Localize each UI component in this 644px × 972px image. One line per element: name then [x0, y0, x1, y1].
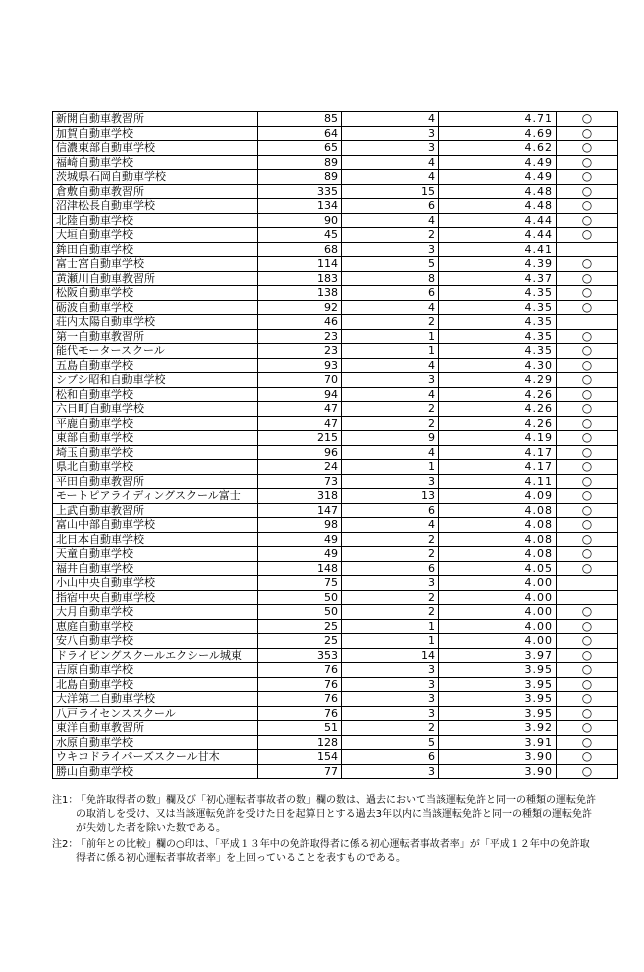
accident-rate-cell: 4.69 [439, 126, 557, 141]
school-name-cell: 北陸自動車学校 [53, 213, 258, 228]
comparison-mark-cell: ○ [557, 170, 618, 185]
license-holders-cell: 353 [258, 648, 342, 663]
table-row [53, 344, 618, 359]
license-holders-cell: 49 [258, 532, 342, 547]
license-holders-cell: 215 [258, 431, 342, 446]
license-holders-cell: 76 [258, 677, 342, 692]
accident-count-cell: 4 [342, 170, 439, 185]
school-name-cell: 埼玉自動車学校 [53, 445, 258, 460]
comparison-mark-cell: ○ [557, 416, 618, 431]
accident-rate-cell: 4.48 [439, 184, 557, 199]
school-name-cell: 松阪自動車学校 [53, 286, 258, 301]
table-row [53, 605, 618, 620]
school-name-cell: 福崎自動車学校 [53, 155, 258, 170]
accident-count-cell: 2 [342, 547, 439, 562]
comparison-mark-cell: ○ [557, 257, 618, 272]
comparison-mark-cell [557, 590, 618, 605]
license-holders-cell: 47 [258, 416, 342, 431]
accident-rate-cell: 4.35 [439, 344, 557, 359]
school-name-cell: ドライビングスクールエクシール城東 [53, 648, 258, 663]
school-name-cell: 六日町自動車学校 [53, 402, 258, 417]
school-name-cell: 五島自動車学校 [53, 358, 258, 373]
school-name-cell: 福井自動車学校 [53, 561, 258, 576]
license-holders-cell: 64 [258, 126, 342, 141]
table-row [53, 590, 618, 605]
accident-count-cell: 14 [342, 648, 439, 663]
license-holders-cell: 96 [258, 445, 342, 460]
note-2-label: 注2： [52, 839, 79, 850]
table-row [53, 721, 618, 736]
table-row [53, 692, 618, 707]
comparison-mark-cell [557, 242, 618, 257]
accident-rate-cell: 4.71 [439, 112, 557, 127]
accident-count-cell: 5 [342, 257, 439, 272]
accident-count-cell: 6 [342, 286, 439, 301]
school-name-cell: 県北自動車学校 [53, 460, 258, 475]
table-row [53, 634, 618, 649]
comparison-mark-cell: ○ [557, 474, 618, 489]
accident-rate-cell: 4.05 [439, 561, 557, 576]
accident-rate-cell: 4.48 [439, 199, 557, 214]
license-holders-cell: 73 [258, 474, 342, 489]
table-row [53, 474, 618, 489]
school-name-cell: ウキコドライバーズスクール甘木 [53, 750, 258, 765]
school-name-cell: 東部自動車学校 [53, 431, 258, 446]
school-name-cell: 指宿中央自動車学校 [53, 590, 258, 605]
license-holders-cell: 335 [258, 184, 342, 199]
table-row [53, 547, 618, 562]
table-row [53, 242, 618, 257]
accident-rate-cell: 4.26 [439, 402, 557, 417]
accident-count-cell: 4 [342, 445, 439, 460]
school-name-cell: 水原自動車学校 [53, 735, 258, 750]
accident-rate-cell: 4.44 [439, 228, 557, 243]
license-holders-cell: 76 [258, 692, 342, 707]
school-name-cell: 第一自動車教習所 [53, 329, 258, 344]
accident-rate-cell: 4.19 [439, 431, 557, 446]
school-name-cell: 加賀自動車学校 [53, 126, 258, 141]
school-name-cell: 黄瀬川自動車教習所 [53, 271, 258, 286]
license-holders-cell: 70 [258, 373, 342, 388]
comparison-mark-cell: ○ [557, 141, 618, 156]
comparison-mark-cell: ○ [557, 735, 618, 750]
school-name-cell: 茨城県石岡自動車学校 [53, 170, 258, 185]
table-row [53, 271, 618, 286]
accident-rate-cell: 4.08 [439, 503, 557, 518]
comparison-mark-cell: ○ [557, 228, 618, 243]
school-name-cell: 信濃東部自動車学校 [53, 141, 258, 156]
accident-rate-cell: 3.90 [439, 750, 557, 765]
accident-count-cell: 4 [342, 387, 439, 402]
license-holders-cell: 76 [258, 663, 342, 678]
school-name-cell: 鉾田自動車学校 [53, 242, 258, 257]
comparison-mark-cell: ○ [557, 677, 618, 692]
accident-rate-cell: 4.62 [439, 141, 557, 156]
school-name-cell: シブシ昭和自動車学校 [53, 373, 258, 388]
license-holders-cell: 128 [258, 735, 342, 750]
accident-rate-cell: 4.30 [439, 358, 557, 373]
table-row [53, 532, 618, 547]
accident-rate-cell: 4.17 [439, 445, 557, 460]
table-row [53, 184, 618, 199]
comparison-mark-cell: ○ [557, 750, 618, 765]
accident-count-cell: 3 [342, 692, 439, 707]
license-holders-cell: 85 [258, 112, 342, 127]
school-name-cell: 大洋第二自動車学校 [53, 692, 258, 707]
comparison-mark-cell: ○ [557, 706, 618, 721]
license-holders-cell: 89 [258, 170, 342, 185]
accident-rate-cell: 4.08 [439, 547, 557, 562]
table-row [53, 431, 618, 446]
school-name-cell: 北島自動車学校 [53, 677, 258, 692]
accident-count-cell: 8 [342, 271, 439, 286]
comparison-mark-cell: ○ [557, 431, 618, 446]
license-holders-cell: 90 [258, 213, 342, 228]
accident-rate-cell: 3.97 [439, 648, 557, 663]
accident-count-cell: 2 [342, 605, 439, 620]
comparison-mark-cell: ○ [557, 619, 618, 634]
accident-rate-cell: 3.95 [439, 677, 557, 692]
license-holders-cell: 138 [258, 286, 342, 301]
accident-count-cell: 6 [342, 503, 439, 518]
accident-count-cell: 3 [342, 764, 439, 779]
license-holders-cell: 147 [258, 503, 342, 518]
table-row [53, 750, 618, 765]
accident-count-cell: 15 [342, 184, 439, 199]
comparison-mark-cell: ○ [557, 286, 618, 301]
accident-rate-cell: 4.08 [439, 518, 557, 533]
license-holders-cell: 134 [258, 199, 342, 214]
comparison-mark-cell: ○ [557, 155, 618, 170]
comparison-mark-cell: ○ [557, 344, 618, 359]
accident-count-cell: 2 [342, 416, 439, 431]
accident-rate-cell: 3.91 [439, 735, 557, 750]
license-holders-cell: 23 [258, 344, 342, 359]
comparison-mark-cell: ○ [557, 300, 618, 315]
accident-count-cell: 6 [342, 750, 439, 765]
table-row [53, 489, 618, 504]
table-row [53, 576, 618, 591]
accident-count-cell: 3 [342, 141, 439, 156]
license-holders-cell: 114 [258, 257, 342, 272]
accident-rate-cell: 3.95 [439, 663, 557, 678]
accident-rate-cell: 4.37 [439, 271, 557, 286]
accident-rate-cell: 4.35 [439, 329, 557, 344]
comparison-mark-cell: ○ [557, 489, 618, 504]
accident-count-cell: 5 [342, 735, 439, 750]
school-name-cell: 大垣自動車学校 [53, 228, 258, 243]
accident-count-cell: 4 [342, 358, 439, 373]
accident-rate-cell: 4.41 [439, 242, 557, 257]
table-body [53, 112, 618, 779]
comparison-mark-cell [557, 315, 618, 330]
comparison-mark-cell: ○ [557, 271, 618, 286]
accident-count-cell: 3 [342, 663, 439, 678]
accident-rate-cell: 4.35 [439, 315, 557, 330]
school-name-cell: 恵庭自動車学校 [53, 619, 258, 634]
license-holders-cell: 76 [258, 706, 342, 721]
school-name-cell: 小山中央自動車学校 [53, 576, 258, 591]
accident-rate-cell: 4.11 [439, 474, 557, 489]
school-name-cell: 東洋自動車教習所 [53, 721, 258, 736]
table-row [53, 764, 618, 779]
comparison-mark-cell: ○ [557, 358, 618, 373]
comparison-mark-cell: ○ [557, 460, 618, 475]
comparison-mark-cell: ○ [557, 721, 618, 736]
accident-rate-cell: 4.26 [439, 387, 557, 402]
accident-rate-cell: 4.00 [439, 590, 557, 605]
school-name-cell: 平田自動車教習所 [53, 474, 258, 489]
school-name-cell: 新開自動車教習所 [53, 112, 258, 127]
accident-rate-cell: 4.00 [439, 605, 557, 620]
table-row [53, 663, 618, 678]
table-row [53, 373, 618, 388]
accident-count-cell: 3 [342, 706, 439, 721]
school-name-cell: 安八自動車学校 [53, 634, 258, 649]
comparison-mark-cell: ○ [557, 605, 618, 620]
license-holders-cell: 183 [258, 271, 342, 286]
accident-count-cell: 13 [342, 489, 439, 504]
license-holders-cell: 77 [258, 764, 342, 779]
license-holders-cell: 46 [258, 315, 342, 330]
accident-rate-cell: 4.00 [439, 634, 557, 649]
table-row [53, 300, 618, 315]
accident-rate-cell: 4.00 [439, 619, 557, 634]
table-row [53, 706, 618, 721]
school-name-cell: 上武自動車教習所 [53, 503, 258, 518]
accident-count-cell: 6 [342, 561, 439, 576]
table-row [53, 648, 618, 663]
school-name-cell: 沼津松長自動車学校 [53, 199, 258, 214]
school-name-cell: 八戸ライセンススクール [53, 706, 258, 721]
table-row [53, 286, 618, 301]
table-row [53, 257, 618, 272]
accident-count-cell: 4 [342, 300, 439, 315]
accident-count-cell: 2 [342, 532, 439, 547]
table-row [53, 735, 618, 750]
comparison-mark-cell [557, 576, 618, 591]
accident-rate-cell: 4.09 [439, 489, 557, 504]
comparison-mark-cell: ○ [557, 503, 618, 518]
table-row [53, 402, 618, 417]
school-name-cell: 大月自動車学校 [53, 605, 258, 620]
license-holders-cell: 68 [258, 242, 342, 257]
comparison-mark-cell: ○ [557, 184, 618, 199]
accident-rate-cell: 4.08 [439, 532, 557, 547]
accident-count-cell: 3 [342, 373, 439, 388]
accident-rate-cell: 4.35 [439, 286, 557, 301]
license-holders-cell: 154 [258, 750, 342, 765]
table-row [53, 358, 618, 373]
school-name-cell: 平鹿自動車学校 [53, 416, 258, 431]
license-holders-cell: 47 [258, 402, 342, 417]
accident-rate-cell: 4.44 [439, 213, 557, 228]
accident-rate-cell: 4.49 [439, 155, 557, 170]
accident-count-cell: 2 [342, 721, 439, 736]
license-holders-cell: 93 [258, 358, 342, 373]
comparison-mark-cell: ○ [557, 532, 618, 547]
note-2-text: 「前年との比較」欄の○印は、「平成１３年中の免許取得者に係る初心運転者事故者率」が「平成１２年中の免許取得者に係る初心運転者事故者率」を上回っていることを表すものである。 [76, 839, 590, 864]
accident-rate-cell: 3.92 [439, 721, 557, 736]
school-name-cell: 荘内太陽自動車学校 [53, 315, 258, 330]
table-row [53, 416, 618, 431]
license-holders-cell: 45 [258, 228, 342, 243]
school-name-cell: 吉原自動車学校 [53, 663, 258, 678]
accident-rate-cell: 4.35 [439, 300, 557, 315]
school-name-cell: 富山中部自動車学校 [53, 518, 258, 533]
table-row [53, 228, 618, 243]
table-row [53, 460, 618, 475]
license-holders-cell: 23 [258, 329, 342, 344]
license-holders-cell: 318 [258, 489, 342, 504]
comparison-mark-cell: ○ [557, 764, 618, 779]
note-1 [52, 794, 597, 836]
comparison-mark-cell: ○ [557, 445, 618, 460]
table-row [53, 213, 618, 228]
table-row [53, 619, 618, 634]
accident-rate-cell: 4.00 [439, 576, 557, 591]
accident-count-cell: 1 [342, 619, 439, 634]
license-holders-cell: 25 [258, 619, 342, 634]
license-holders-cell: 98 [258, 518, 342, 533]
table-row [53, 329, 618, 344]
license-holders-cell: 92 [258, 300, 342, 315]
accident-count-cell: 4 [342, 155, 439, 170]
school-name-cell: 能代モータースクール [53, 344, 258, 359]
table-row [53, 155, 618, 170]
license-holders-cell: 49 [258, 547, 342, 562]
comparison-mark-cell: ○ [557, 634, 618, 649]
note-1-label: 注1： [52, 795, 79, 806]
comparison-mark-cell: ○ [557, 387, 618, 402]
license-holders-cell: 24 [258, 460, 342, 475]
comparison-mark-cell: ○ [557, 112, 618, 127]
table-row [53, 112, 618, 127]
table-row [53, 445, 618, 460]
license-holders-cell: 65 [258, 141, 342, 156]
comparison-mark-cell: ○ [557, 126, 618, 141]
table-row [53, 315, 618, 330]
table-row [53, 561, 618, 576]
comparison-mark-cell: ○ [557, 329, 618, 344]
license-holders-cell: 89 [258, 155, 342, 170]
accident-rate-cell: 4.29 [439, 373, 557, 388]
comparison-mark-cell: ○ [557, 213, 618, 228]
school-name-cell: 松和自動車学校 [53, 387, 258, 402]
accident-count-cell: 4 [342, 112, 439, 127]
table-row [53, 126, 618, 141]
accident-count-cell: 2 [342, 402, 439, 417]
accident-count-cell: 3 [342, 677, 439, 692]
comparison-mark-cell: ○ [557, 518, 618, 533]
table-row [53, 677, 618, 692]
accident-count-cell: 3 [342, 126, 439, 141]
license-holders-cell: 25 [258, 634, 342, 649]
license-holders-cell: 75 [258, 576, 342, 591]
accident-count-cell: 2 [342, 590, 439, 605]
accident-count-cell: 6 [342, 199, 439, 214]
accident-count-cell: 1 [342, 344, 439, 359]
comparison-mark-cell: ○ [557, 199, 618, 214]
accident-count-cell: 4 [342, 213, 439, 228]
accident-count-cell: 3 [342, 474, 439, 489]
note-1-text: 「免許取得者の数」欄及び「初心運転者事故者の数」欄の数は、過去において当該運転免許と同一の種類の運転免許の取消しを受け、又は当該運転免許を受けた日を起算日とする過去3年以内に当該運転免許と同一の種類の運転免許が失効した者を除いた数である。 [76, 795, 596, 834]
table-row [53, 387, 618, 402]
accident-count-cell: 1 [342, 460, 439, 475]
comparison-mark-cell: ○ [557, 547, 618, 562]
school-name-cell: モートピアライディングスクール富士 [53, 489, 258, 504]
accident-count-cell: 4 [342, 518, 439, 533]
table-row [53, 170, 618, 185]
accident-count-cell: 1 [342, 329, 439, 344]
accident-rate-cell: 4.49 [439, 170, 557, 185]
school-name-cell: 砺波自動車学校 [53, 300, 258, 315]
table-row [53, 199, 618, 214]
accident-count-cell: 2 [342, 315, 439, 330]
accident-rate-cell: 4.26 [439, 416, 557, 431]
accident-rate-cell: 4.39 [439, 257, 557, 272]
table-row [53, 141, 618, 156]
accident-rate-cell: 3.95 [439, 692, 557, 707]
accident-count-cell: 3 [342, 576, 439, 591]
accident-rate-cell: 4.17 [439, 460, 557, 475]
comparison-mark-cell: ○ [557, 561, 618, 576]
comparison-mark-cell: ○ [557, 663, 618, 678]
school-name-cell: 北日本自動車学校 [53, 532, 258, 547]
comparison-mark-cell: ○ [557, 373, 618, 388]
table-row [53, 518, 618, 533]
school-ranking-table [52, 111, 618, 779]
note-2 [52, 838, 597, 866]
accident-count-cell: 2 [342, 228, 439, 243]
accident-rate-cell: 3.95 [439, 706, 557, 721]
accident-count-cell: 9 [342, 431, 439, 446]
school-name-cell: 倉敷自動車教習所 [53, 184, 258, 199]
license-holders-cell: 51 [258, 721, 342, 736]
table-row [53, 503, 618, 518]
license-holders-cell: 94 [258, 387, 342, 402]
comparison-mark-cell: ○ [557, 648, 618, 663]
school-name-cell: 勝山自動車学校 [53, 764, 258, 779]
comparison-mark-cell: ○ [557, 402, 618, 417]
accident-rate-cell: 3.90 [439, 764, 557, 779]
license-holders-cell: 148 [258, 561, 342, 576]
license-holders-cell: 50 [258, 590, 342, 605]
school-name-cell: 天童自動車学校 [53, 547, 258, 562]
accident-count-cell: 1 [342, 634, 439, 649]
comparison-mark-cell: ○ [557, 692, 618, 707]
accident-count-cell: 3 [342, 242, 439, 257]
school-name-cell: 富士宮自動車学校 [53, 257, 258, 272]
license-holders-cell: 50 [258, 605, 342, 620]
